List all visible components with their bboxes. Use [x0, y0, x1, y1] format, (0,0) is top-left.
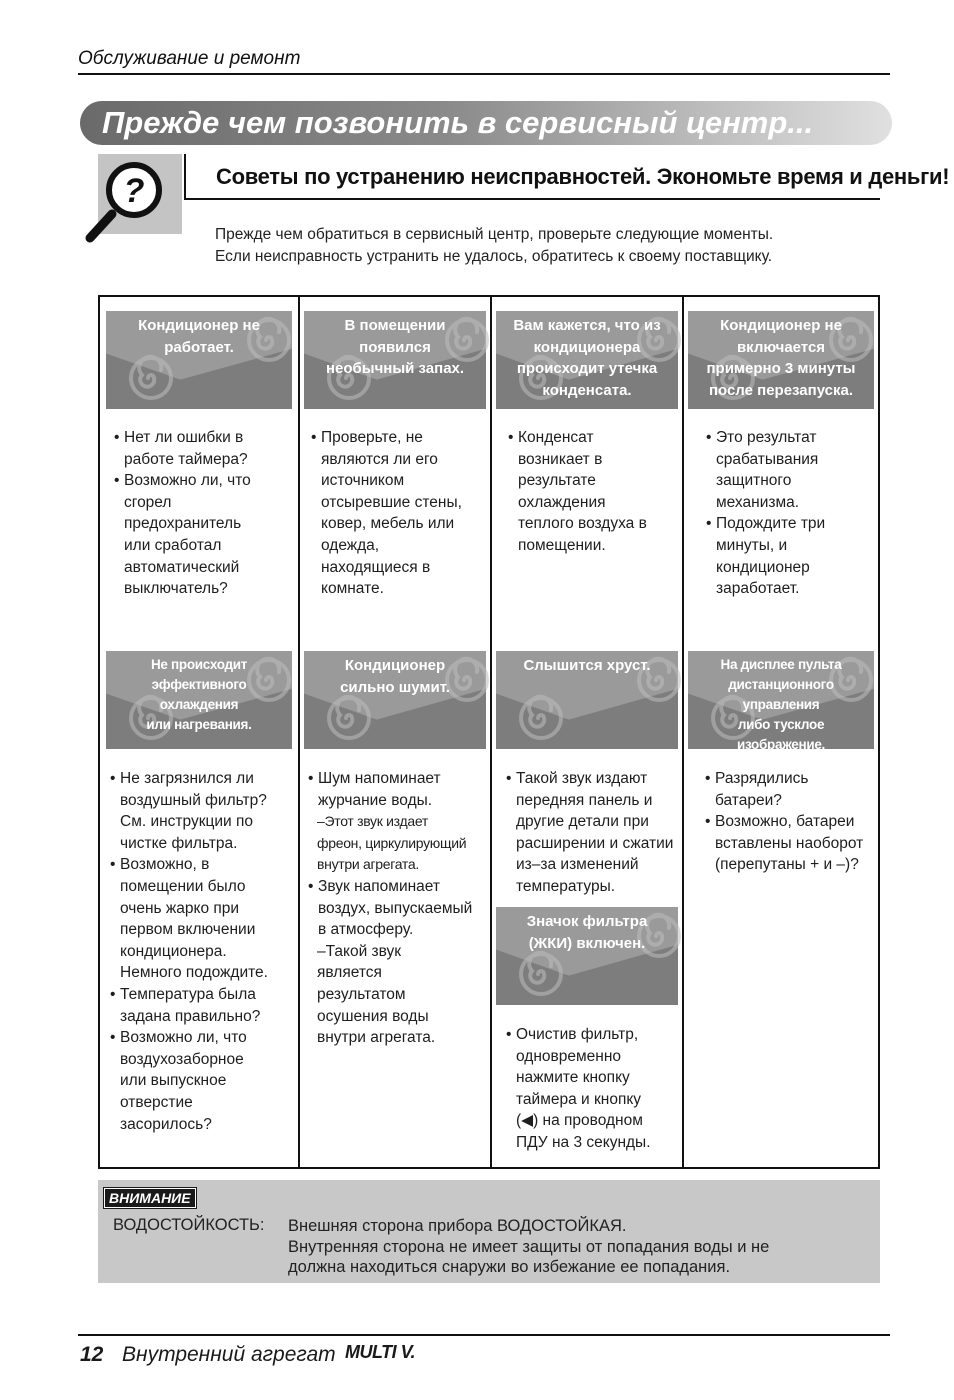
problem-card	[688, 651, 874, 772]
problem-card	[496, 311, 678, 409]
problem-title-line: Кондиционер	[344, 657, 446, 674]
brand-logo: MULTI V.	[345, 1342, 416, 1362]
solution-line: охлаждения	[518, 493, 606, 511]
swirl-icon	[326, 695, 372, 741]
solution-line: являются ли его	[321, 450, 438, 468]
solution-subitem	[308, 941, 488, 1049]
caution-line: Внешняя сторона прибора ВОДОСТОЙКАЯ.	[288, 1217, 627, 1235]
problem-title-line: сильно шумит.	[340, 678, 450, 696]
solution-line: • Температура была	[120, 985, 256, 1003]
solution-line: или сработал	[124, 536, 222, 554]
solution-item	[110, 768, 294, 854]
solution-line: фреон, циркулирующий	[317, 834, 467, 851]
magnifier-question-icon	[82, 158, 172, 248]
solution-line: минуты, и	[716, 536, 788, 554]
solution-list	[114, 427, 292, 600]
solution-line: или выпускное	[120, 1072, 227, 1090]
problem-title-line: эффективного охлаждения	[151, 677, 247, 712]
problem-title-line: Кондиционер не	[138, 317, 260, 334]
solution-line: воздушный фильтр?	[120, 791, 267, 809]
solution-list	[508, 427, 678, 557]
solution-line: внутри агрегата.	[317, 1029, 436, 1047]
solution-line: осушения воды	[317, 1007, 429, 1025]
column-divider	[298, 295, 300, 1169]
solution-line: помещении.	[518, 536, 606, 554]
solution-line: очень жарко при	[120, 899, 240, 917]
problem-title	[496, 651, 678, 677]
solution-list	[506, 1024, 678, 1154]
caution-line: должна находиться снаружи во избежание ее попадания.	[288, 1258, 731, 1276]
solution-item	[506, 768, 678, 898]
solution-line: предохранитель	[124, 515, 242, 533]
solution-line: расширении и сжатии	[516, 834, 674, 852]
solution-line: воздухозаборное	[120, 1050, 244, 1068]
solution-line: • Разрядились	[715, 770, 809, 787]
solution-line: –Такой звук	[317, 942, 402, 960]
banner-title: Прежде чем позвонить в сервисный центр...	[102, 105, 814, 140]
solution-line: работе таймера?	[124, 450, 248, 468]
solution-line: другие детали при	[516, 813, 649, 831]
solution-item	[311, 427, 481, 600]
problem-title-line: Не происходит	[150, 657, 248, 672]
solution-list	[311, 427, 481, 600]
solution-line: • Это результат	[716, 429, 817, 446]
problem-title-line: примерно 3 минуты	[706, 360, 856, 377]
solution-line: задана правильно?	[120, 1007, 261, 1025]
problem-title	[496, 311, 678, 401]
solution-item	[110, 984, 294, 1027]
solution-line: отверстие	[120, 1093, 193, 1111]
problem-title-line: либо вообще ничего нет.	[701, 757, 861, 772]
solution-item	[308, 876, 488, 941]
solution-line: кондиционер	[716, 558, 810, 576]
problem-title	[496, 907, 678, 954]
problem-title-line: На дисплее пульта	[720, 657, 842, 672]
solution-line: сгорел	[124, 493, 172, 511]
solution-line: • Проверьте, не	[321, 429, 423, 446]
problem-title-line: после перезапуска.	[708, 381, 854, 399]
solution-line: • Очистив фильтр,	[516, 1026, 639, 1043]
solution-line: • Возможно ли, что	[124, 472, 251, 490]
solution-item	[706, 427, 874, 513]
problem-card	[496, 907, 678, 1005]
intro-line: Прежде чем обратиться в сервисный центр, проверьте следующие моменты.	[215, 226, 774, 243]
swirl-icon	[128, 355, 174, 401]
solution-item	[114, 427, 292, 470]
section-title: Обслуживание и ремонт	[78, 48, 301, 69]
problem-title-line: происходит утечка	[516, 360, 658, 377]
solution-line: передняя панель и	[516, 791, 653, 809]
solution-line: • Звук напоминает	[318, 877, 440, 895]
tips-divider	[186, 198, 880, 200]
solution-item	[705, 811, 877, 876]
problem-title	[688, 651, 874, 775]
solution-line: автоматический	[124, 558, 240, 576]
problem-title-line: включается	[736, 338, 826, 356]
solution-line: • Возможно, батареи	[715, 813, 855, 831]
problem-title	[106, 311, 292, 358]
solution-line: ПДУ на 3 секунды.	[516, 1133, 651, 1151]
solution-line: • Шум напоминает	[318, 770, 441, 787]
intro-line: Если неисправность устранить не удалось, обратитесь к своему поставщику.	[215, 248, 773, 265]
solution-line: возникает в	[518, 450, 603, 468]
solution-line: отсыревшие стены,	[321, 493, 462, 511]
solution-line: таймера и кнопку	[516, 1090, 642, 1108]
solution-line: кондиционера.	[120, 942, 227, 960]
solution-item	[506, 1024, 678, 1154]
problem-title-line: работает.	[164, 338, 234, 356]
tips-divider-vertical	[184, 154, 186, 200]
solution-line: теплого воздуха в	[518, 515, 647, 533]
solution-line: См. инструкции по	[120, 813, 254, 831]
solution-line: источником	[321, 472, 405, 490]
solution-line: • Подождите три	[716, 515, 826, 533]
problem-card	[304, 651, 486, 749]
problem-title-line: необычный запах.	[325, 360, 465, 377]
problem-title-line: Вам кажется, что из	[513, 317, 661, 334]
title-banner	[80, 101, 892, 145]
solution-line: из–за изменений	[516, 856, 639, 874]
solution-line: результатом	[317, 985, 406, 1003]
problem-card	[106, 311, 292, 409]
solution-line: (перепутаны + и –)?	[715, 856, 859, 874]
solution-line: чистке фильтра.	[120, 834, 238, 852]
problem-title-line: кондиционера	[533, 338, 641, 356]
solution-item	[508, 427, 678, 557]
caution-text	[288, 1216, 769, 1278]
intro-text	[215, 224, 773, 268]
solution-line: –Этот звук издает	[317, 813, 428, 830]
solution-list	[506, 768, 678, 898]
footer-rule	[78, 1334, 890, 1336]
caution-badge: ВНИМАНИЕ	[104, 1188, 196, 1208]
problem-title	[106, 651, 292, 735]
solution-line: внутри агрегата.	[317, 856, 419, 873]
swirl-icon	[518, 695, 564, 741]
solution-line: одежда,	[321, 536, 380, 554]
problem-title-line: появился	[359, 338, 431, 356]
solution-line: в атмосферу.	[318, 921, 414, 939]
solution-line: результате	[518, 472, 596, 490]
solution-line: выключатель?	[124, 580, 228, 598]
problem-card	[106, 651, 292, 749]
caution-line: Внутренняя сторона не имеет защиты от попадания воды и не	[288, 1237, 770, 1256]
problem-title-line: Кондиционер не	[720, 317, 842, 334]
solution-line: ковер, мебель или	[321, 515, 455, 533]
column-divider	[490, 295, 492, 1169]
problem-title-line: Слышится хруст.	[523, 657, 651, 674]
solution-line: одновременно	[516, 1047, 621, 1065]
solution-line: вставлены наоборот	[715, 834, 864, 852]
solution-line: механизма.	[716, 493, 800, 511]
problem-title-line: Значок фильтра	[526, 913, 648, 930]
solution-list	[110, 768, 294, 1135]
solution-subitem	[308, 811, 488, 876]
swirl-icon	[518, 951, 564, 997]
solution-item	[308, 768, 488, 811]
problem-title-line: В помещении	[344, 317, 446, 334]
header-rule	[78, 73, 890, 75]
caution-box	[98, 1180, 880, 1283]
solution-line: • Возможно, в	[120, 856, 210, 874]
solution-line: засорилось?	[120, 1115, 212, 1133]
solution-line: температуры.	[516, 877, 616, 895]
problem-card	[688, 311, 874, 409]
solution-line: • Такой звук издают	[516, 770, 648, 787]
problem-card	[496, 651, 678, 749]
footer-text: Внутренний агрегат	[122, 1343, 336, 1366]
problem-title	[304, 651, 486, 698]
problem-title-line: либо тусклое изображение,	[736, 717, 826, 752]
solution-item	[110, 854, 294, 984]
solution-item	[706, 513, 874, 599]
problem-title-line: (ЖКИ) включен.	[528, 934, 646, 952]
tips-title: Советы по устранению неисправностей. Экономьте время и деньги!	[216, 164, 950, 189]
solution-list	[706, 427, 874, 600]
problem-card	[304, 311, 486, 409]
solution-line: (◀) на проводном	[516, 1112, 643, 1130]
solution-line: воздух, выпускаемый	[318, 899, 473, 917]
problem-title-line: или нагревания.	[146, 717, 252, 732]
solution-list	[308, 768, 488, 1049]
column-divider	[682, 295, 684, 1169]
problem-title-line: конденсата.	[542, 381, 632, 399]
solution-line: комнате.	[321, 580, 384, 598]
caution-label: ВОДОСТОЙКОСТЬ:	[113, 1216, 265, 1234]
solution-line: журчание воды.	[318, 791, 433, 809]
solution-line: находящиеся в	[321, 558, 431, 576]
problem-title	[304, 311, 486, 380]
solution-line: заработает.	[716, 580, 800, 598]
solution-line: батареи?	[715, 791, 782, 809]
solution-line: Немного подождите.	[120, 964, 268, 982]
solution-item	[110, 1027, 294, 1135]
solution-item	[705, 768, 877, 811]
solution-line: • Возможно ли, что	[120, 1029, 247, 1047]
solution-line: • Нет ли ошибки в	[124, 429, 244, 446]
solution-line: помещении было	[120, 877, 246, 895]
solution-line: • Конденсат	[518, 429, 594, 446]
solution-line: срабатывания	[716, 450, 819, 468]
solution-item	[114, 470, 292, 600]
solution-line: • Не загрязнился ли	[120, 770, 254, 787]
solution-line: является	[317, 964, 382, 982]
svg-text:?: ?	[123, 172, 145, 210]
solution-line: нажмите кнопку	[516, 1069, 630, 1087]
solution-line: первом включении	[120, 921, 256, 939]
solution-list	[705, 768, 877, 876]
solution-line: защитного	[716, 472, 792, 490]
problem-title	[688, 311, 874, 401]
problem-title-line: дистанционного управления	[728, 677, 834, 712]
page-number: 12	[80, 1343, 104, 1366]
